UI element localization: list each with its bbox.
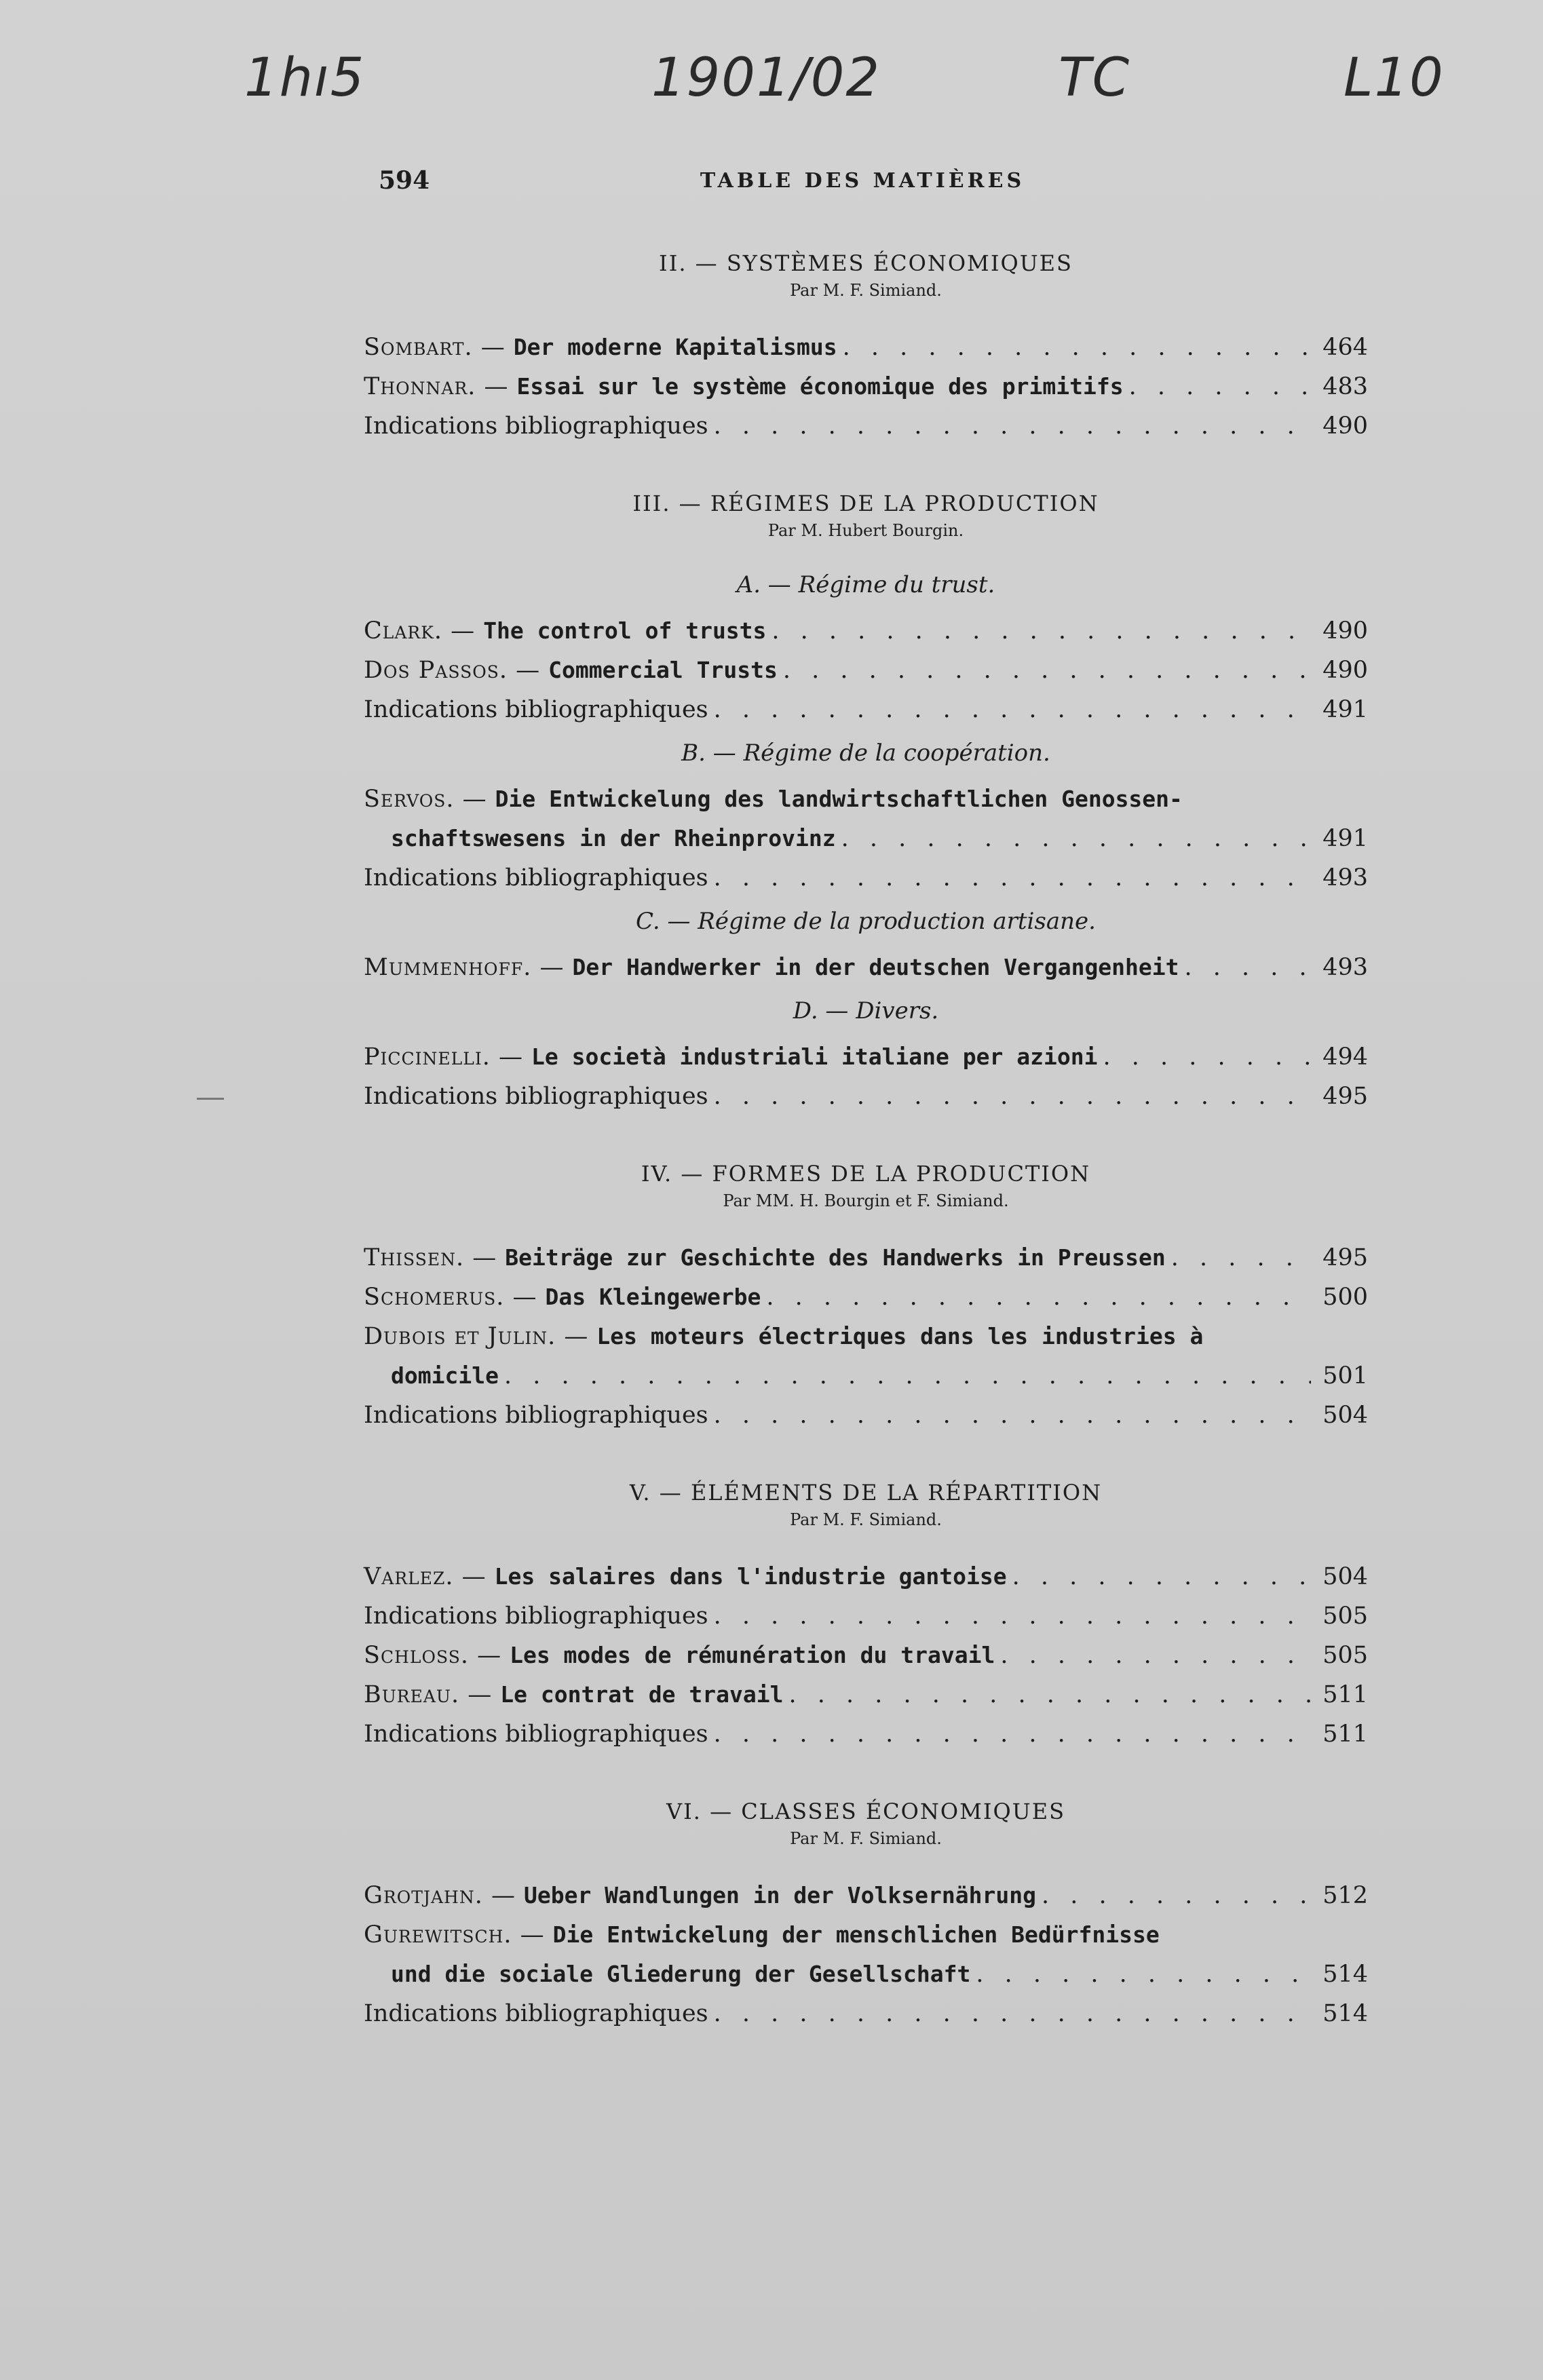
toc-entry (364, 611, 1368, 651)
entry-title: Indications bibliographiques (364, 1402, 708, 1429)
entry-page: 511 (1322, 1681, 1368, 1708)
toc-entry (364, 1037, 1368, 1077)
entry-page: 464 (1322, 334, 1368, 361)
leader-dots (1171, 1238, 1311, 1278)
entry-page: 495 (1322, 1083, 1368, 1110)
entry-author: Piccinelli. — (364, 1043, 524, 1071)
toc-entry-line (364, 1955, 1368, 1994)
entry-title: Der Handwerker in der deutschen Vergangenheit (572, 954, 1179, 980)
leader-dots (714, 858, 1311, 898)
entry-title: Indications bibliographiques (364, 864, 708, 891)
entry-title: Commercial Trusts (548, 657, 778, 683)
section-author: Par M. F. Simiand. (790, 281, 942, 300)
entry-title: Les moteurs électriques dans les industries à (596, 1323, 1204, 1349)
entry-title: Les modes de rémunération du travail (510, 1642, 995, 1668)
handwritten-mark: 1901/02 (651, 47, 881, 109)
entry-author: Servos. — (364, 786, 487, 813)
leader-dots (1103, 1037, 1311, 1077)
entry-title: Beiträge zur Geschichte des Handwerks in Preussen (505, 1244, 1166, 1271)
toc-entry (364, 328, 1368, 367)
leader-dots (1000, 1636, 1311, 1675)
entry-author: Grotjahn. — (364, 1882, 516, 1909)
leader-dots (841, 819, 1311, 858)
entry-title: Indications bibliographiques (364, 412, 708, 440)
entry-title: Indications bibliographiques (364, 1083, 708, 1110)
toc-section (364, 1796, 1368, 2033)
entry-page: 504 (1322, 1563, 1368, 1590)
toc-section (364, 1477, 1368, 1754)
leader-dots (714, 1596, 1311, 1636)
entry-page: 505 (1322, 1642, 1368, 1669)
entry-page: 483 (1322, 373, 1368, 400)
entry-title: Les salaires dans l'industrie gantoise (494, 1563, 1007, 1590)
entry-title: Indications bibliographiques (364, 2000, 708, 2027)
entry-title: Die Entwickelung der menschlichen Bedürfnisse (552, 1921, 1160, 1948)
subsection-heading: C. — Régime de la production artisane. (636, 908, 1096, 935)
section-title: V. — ÉLÉMENTS DE LA RÉPARTITION (629, 1480, 1103, 1505)
toc-entry (364, 1238, 1368, 1278)
entry-title-continued: schaftswesens in der Rheinprovinz (391, 825, 836, 851)
entry-page: 504 (1322, 1402, 1368, 1429)
section-author: Par M. Hubert Bourgin. (767, 521, 964, 540)
entry-page: 494 (1322, 1043, 1368, 1071)
margin-mark (197, 1098, 224, 1100)
entry-page: 490 (1322, 657, 1368, 684)
entry-author: Dubois et Julin. — (364, 1323, 589, 1350)
entry-title-continued: und die sociale Gliederung der Gesellschaft (391, 1961, 971, 1987)
leader-dots (843, 328, 1311, 367)
toc-entry (364, 1714, 1368, 1754)
toc-entry (364, 1396, 1368, 1435)
entry-page: 490 (1322, 412, 1368, 440)
entry-page: 514 (1322, 1961, 1368, 1988)
entry-author: Schomerus. — (364, 1284, 537, 1311)
subsection-heading: B. — Régime de la coopération. (681, 740, 1050, 767)
entry-title: Die Entwickelung des landwirtschaftlichen Genossen- (495, 786, 1183, 812)
table-of-contents (364, 248, 1368, 2033)
toc-entry (364, 858, 1368, 898)
leader-dots (783, 651, 1311, 690)
leader-dots (504, 1356, 1311, 1396)
leader-dots (1185, 948, 1311, 987)
handwritten-mark: 1hı5 (244, 47, 366, 109)
entry-title: Indications bibliographiques (364, 696, 708, 723)
toc-entry (364, 651, 1368, 690)
entry-author: Bureau. — (364, 1681, 493, 1708)
leader-dots (714, 1994, 1311, 2033)
running-head (379, 166, 1346, 207)
handwritten-mark: TC (1059, 47, 1131, 109)
entry-page: 495 (1322, 1244, 1368, 1271)
leader-dots (976, 1955, 1311, 1994)
page-title: TABLE DES MATIÈRES (700, 169, 1025, 193)
entry-author: Gurewitsch. — (364, 1921, 545, 1949)
entry-page: 493 (1322, 864, 1368, 891)
leader-dots (772, 611, 1311, 651)
leader-dots (714, 406, 1311, 446)
toc-entry (364, 690, 1368, 729)
section-title: VI. — CLASSES ÉCONOMIQUES (666, 1799, 1066, 1824)
entry-page: 512 (1322, 1882, 1368, 1909)
entry-author: Clark. — (364, 617, 476, 645)
entry-page: 493 (1322, 954, 1368, 981)
toc-entry (364, 1596, 1368, 1636)
toc-section (364, 1158, 1368, 1435)
leader-dots (1012, 1557, 1311, 1596)
entry-page: 490 (1322, 617, 1368, 645)
toc-entry (364, 1915, 1368, 1994)
leader-dots (714, 690, 1311, 729)
toc-entry (364, 1278, 1368, 1317)
page-number: 594 (379, 166, 430, 195)
toc-entry (364, 367, 1368, 406)
entry-author: Sombart. — (364, 334, 506, 361)
toc-entry-line (364, 1317, 1368, 1356)
entry-title: Le contrat de travail (500, 1681, 784, 1708)
leader-dots (1042, 1876, 1311, 1915)
toc-entry (364, 780, 1368, 858)
entry-author: Dos Passos. — (364, 657, 541, 684)
leader-dots (714, 1714, 1311, 1754)
section-title: III. — RÉGIMES DE LA PRODUCTION (632, 491, 1099, 516)
entry-author: Schloss. — (364, 1642, 502, 1669)
subsection-heading: A. — Régime du trust. (736, 571, 995, 598)
leader-dots (766, 1278, 1311, 1317)
toc-entry-line (364, 819, 1368, 858)
entry-page: 511 (1322, 1721, 1368, 1748)
section-title: II. — SYSTÈMES ÉCONOMIQUES (659, 250, 1073, 276)
leader-dots (788, 1675, 1311, 1714)
entry-title: Das Kleingewerbe (545, 1284, 761, 1310)
entry-title: The control of trusts (483, 617, 767, 644)
leader-dots (714, 1077, 1311, 1116)
toc-entry-line (364, 1915, 1368, 1955)
toc-entry (364, 948, 1368, 987)
entry-author: Thonnar. — (364, 373, 509, 400)
entry-title: Der moderne Kapitalismus (513, 334, 837, 360)
subsection-heading: D. — Divers. (793, 997, 939, 1024)
toc-entry-line (364, 1356, 1368, 1396)
toc-entry (364, 1994, 1368, 2033)
handwritten-mark: L10 (1344, 47, 1445, 109)
toc-section (364, 488, 1368, 1116)
toc-entry (364, 1077, 1368, 1116)
toc-section (364, 248, 1368, 446)
toc-entry (364, 1675, 1368, 1714)
section-author: Par M. F. Simiand. (790, 1829, 942, 1848)
toc-entry-line (364, 780, 1368, 819)
entry-author: Mummenhoff. — (364, 954, 565, 981)
section-author: Par MM. H. Bourgin et F. Simiand. (723, 1191, 1009, 1210)
entry-title: Ueber Wandlungen in der Volksernährung (523, 1882, 1036, 1908)
toc-entry (364, 1557, 1368, 1596)
toc-entry (364, 1317, 1368, 1396)
section-title: IV. — FORMES DE LA PRODUCTION (641, 1161, 1091, 1187)
entry-title: Essai sur le système économique des primitifs (516, 373, 1124, 400)
entry-page: 514 (1322, 2000, 1368, 2027)
leader-dots (714, 1396, 1311, 1435)
entry-author: Thissen. — (364, 1244, 497, 1271)
toc-entry (364, 1636, 1368, 1675)
entry-page: 491 (1322, 825, 1368, 852)
entry-page: 500 (1322, 1284, 1368, 1311)
toc-entry (364, 406, 1368, 446)
entry-title-continued: domicile (391, 1362, 499, 1389)
section-author: Par M. F. Simiand. (790, 1510, 942, 1529)
entry-page: 501 (1322, 1362, 1368, 1389)
leader-dots (1129, 367, 1311, 406)
entry-page: 491 (1322, 696, 1368, 723)
entry-page: 505 (1322, 1602, 1368, 1630)
entry-title: Indications bibliographiques (364, 1721, 708, 1748)
entry-author: Varlez. — (364, 1563, 487, 1590)
entry-title: Indications bibliographiques (364, 1602, 708, 1630)
entry-title: Le società industriali italiane per azioni (531, 1043, 1098, 1070)
toc-entry (364, 1876, 1368, 1915)
